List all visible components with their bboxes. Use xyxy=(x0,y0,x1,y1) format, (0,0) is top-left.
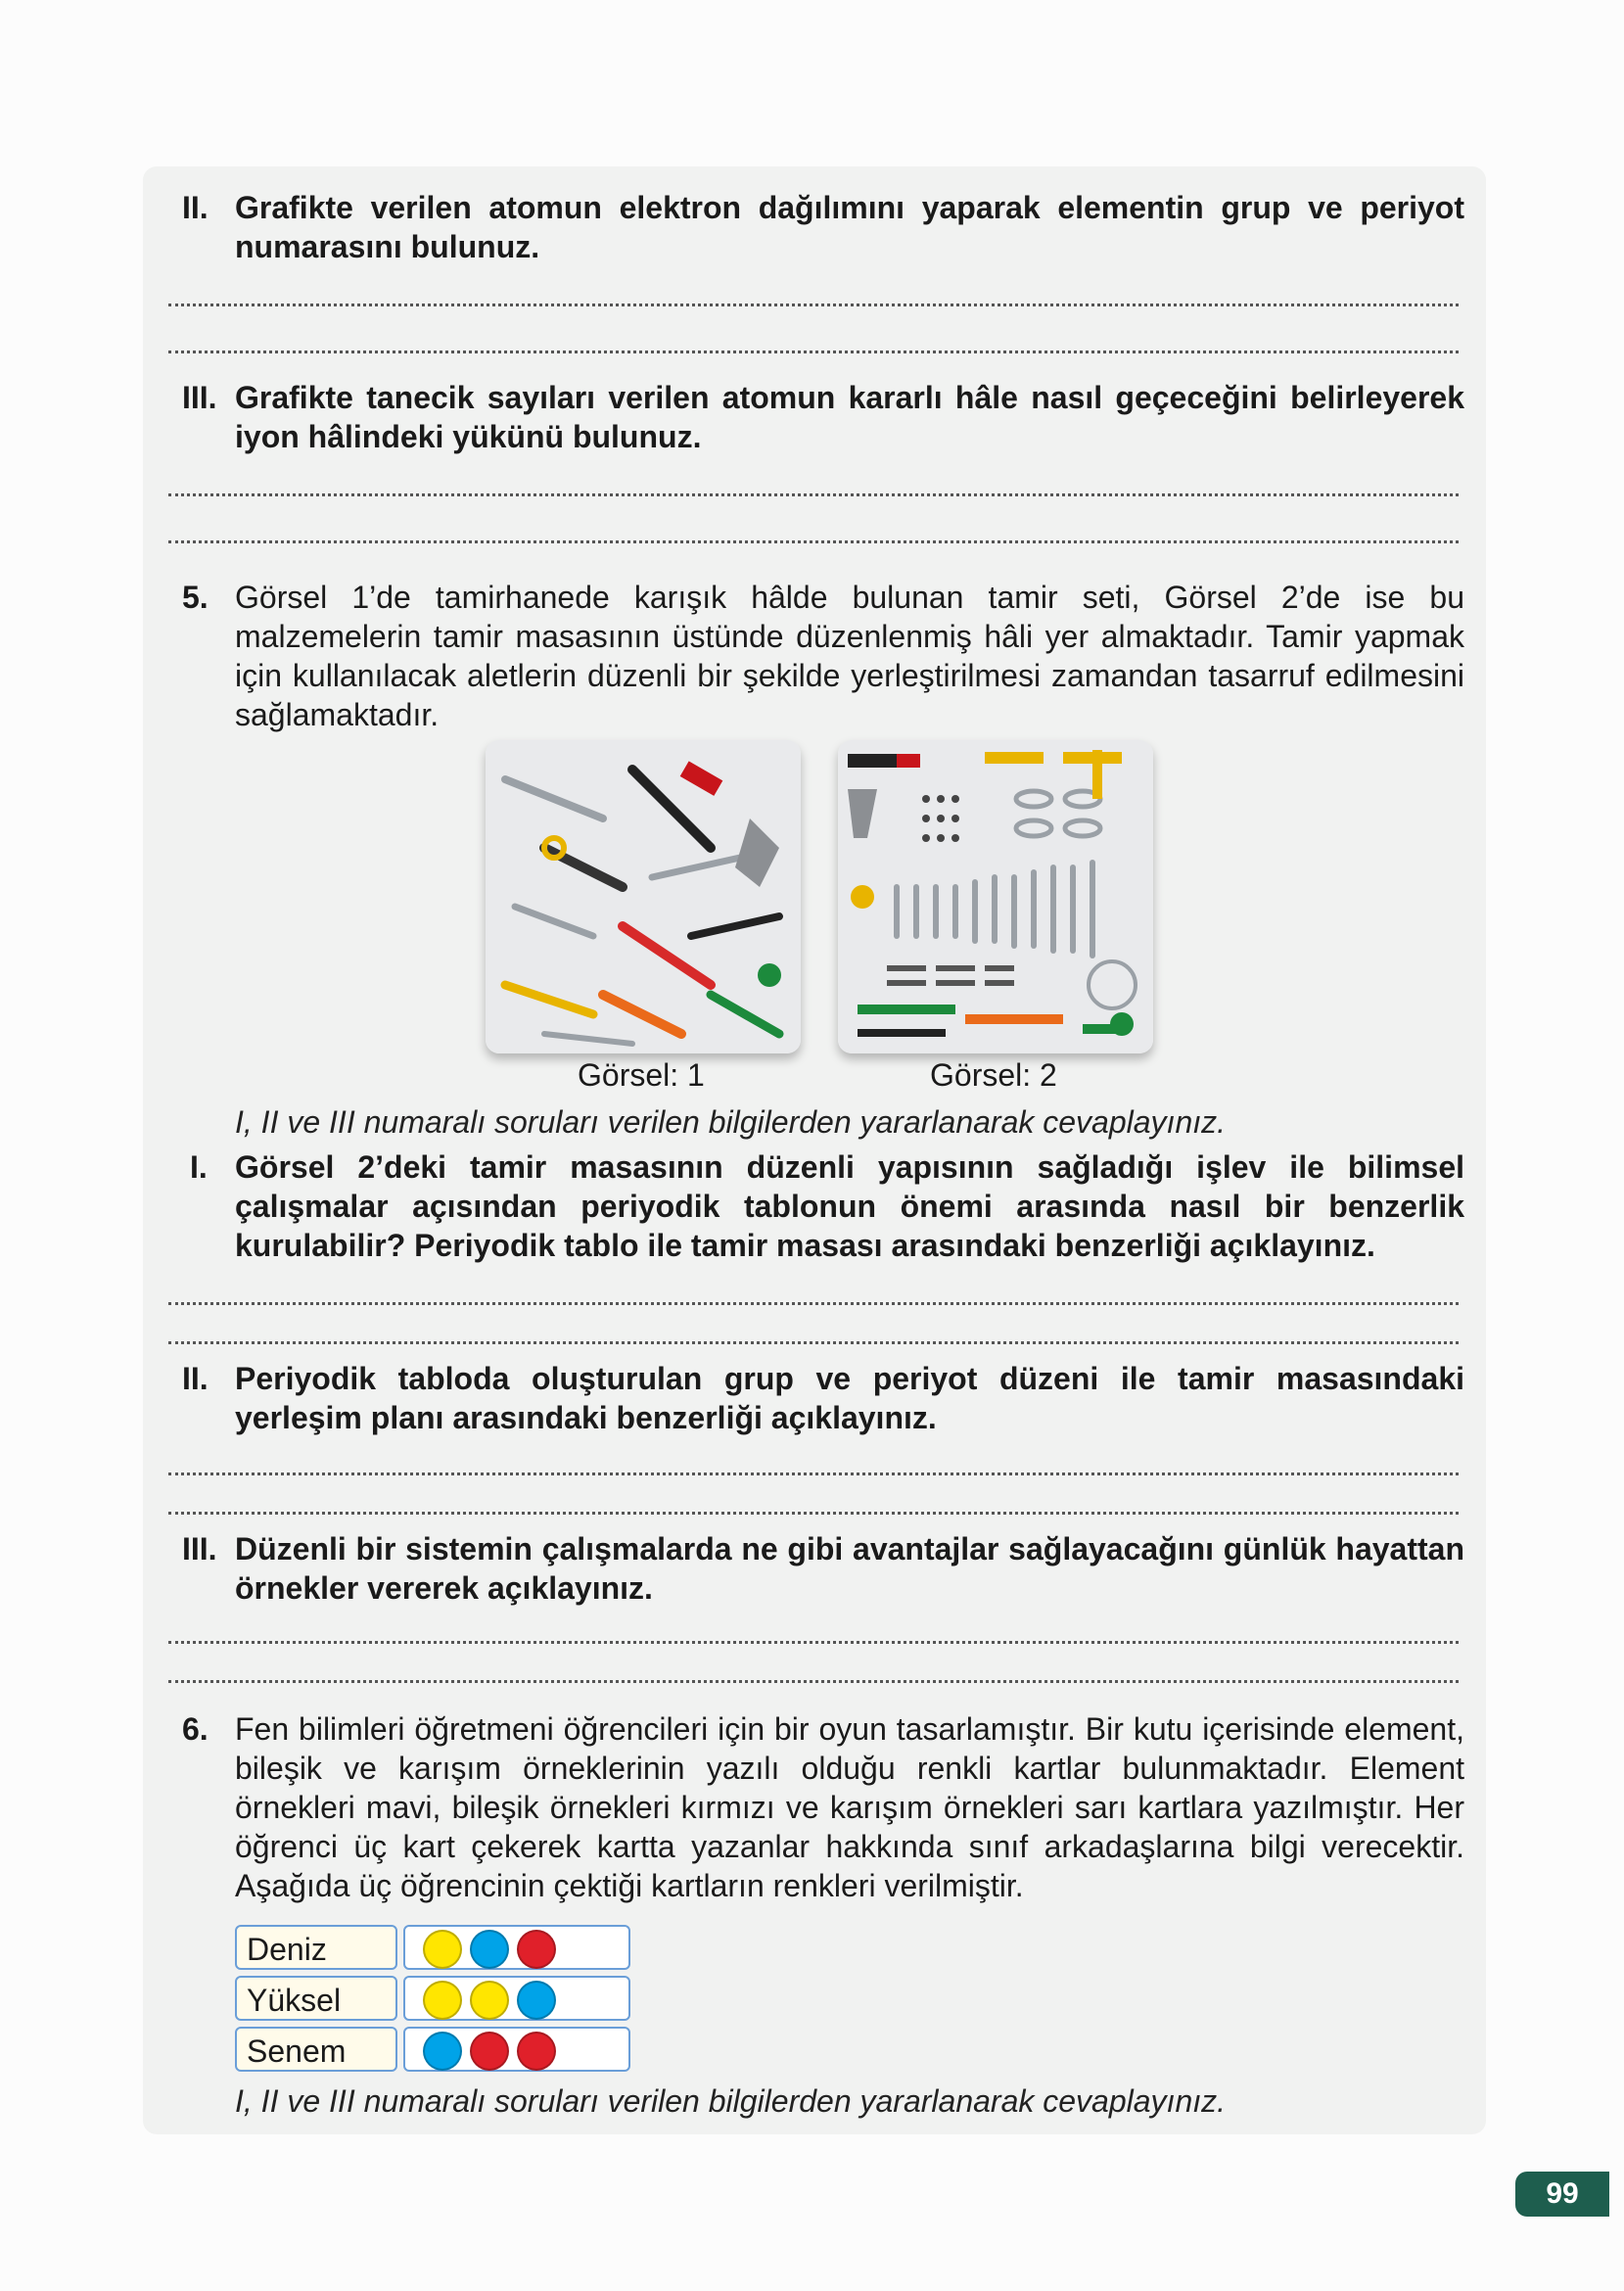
question-text: Görsel 2’deki tamir masasının düzenli yapısının sağladığı işlev ile bilimsel çalışmalar açısından periyodik tablonun önemi arasında nasıl bir benzerlik kurulabilir? Periyodik tablo ile tamir masası arasındaki benzerliği açıklayınız. xyxy=(235,1149,1464,1263)
question-number: I. xyxy=(190,1149,208,1185)
answer-line xyxy=(168,490,1459,496)
card-row xyxy=(403,1976,630,2021)
card-dot xyxy=(517,2032,556,2071)
instruction-text: I, II ve III numaralı soruları verilen bilgilerden yararlanarak cevaplayınız. xyxy=(235,2083,1227,2119)
card-dot xyxy=(470,2032,509,2071)
card-row xyxy=(403,2027,630,2072)
question-5-I xyxy=(182,1147,1464,1265)
student-name: Deniz xyxy=(235,1925,397,1970)
question-5-III xyxy=(182,1529,1464,1608)
question-number: 5. xyxy=(182,580,209,615)
answer-line xyxy=(168,1298,1459,1305)
question-text: Grafikte verilen atomun elektron dağılımını yaparak elementin grup ve periyot numarasını bulunuz. xyxy=(235,190,1464,264)
image-2-caption: Görsel: 2 xyxy=(930,1057,1057,1093)
card-dot xyxy=(470,1981,509,2020)
question-number: III. xyxy=(182,380,217,415)
question-number: II. xyxy=(182,1361,209,1396)
card-dot xyxy=(470,1930,509,1969)
answer-line xyxy=(168,537,1459,543)
question-text: Görsel 1’de tamirhanede karışık hâlde bulunan tamir seti, Görsel 2’de ise bu malzemelerin tamir masasının üstünde düzenlenmiş hâli yer almaktadır. Tamir yapmak için kullanılacak aletlerin düzenli bir şekilde yerleştirilmesi zamandan tasarruf edilmesini sağlamaktadır. xyxy=(235,580,1464,732)
question-number: III. xyxy=(182,1531,217,1566)
card-row xyxy=(403,1925,630,1970)
answer-line xyxy=(168,1676,1459,1683)
image-organized-tools xyxy=(838,740,1153,1053)
page-number: 99 xyxy=(1515,2172,1609,2217)
card-dot xyxy=(423,2032,462,2071)
question-text: Fen bilimleri öğretmeni öğrencileri için bir oyun tasarlamıştır. Bir kutu içerisinde element, bileşik ve karışım örneklerinin yazılı olduğu renkli kartlar bulunmaktadır. Element örnekleri mavi, bileşik örnekleri kırmızı ve karışım örnekleri sarı kartlara yazılmıştır. Her öğrenci üç kart çekerek kartta yazanlar hakkında sınıf arkadaşlarına bilgi verecektir. Aşağıda üç öğrencinin çektiği kartların renkleri verilmiştir. xyxy=(235,1711,1464,1903)
instruction-text: I, II ve III numaralı soruları verilen bilgilerden yararlanarak cevaplayınız. xyxy=(235,1104,1227,1140)
question-number: II. xyxy=(182,190,209,225)
question-text: Grafikte tanecik sayıları verilen atomun kararlı hâle nasıl geçeceğini belirleyerek iyon hâlindeki yükünü bulunuz. xyxy=(235,380,1464,454)
answer-line xyxy=(168,347,1459,353)
question-text: Düzenli bir sistemin çalışmalarda ne gibi avantajlar sağlayacağını günlük hayattan örnekler vererek açıklayınız. xyxy=(235,1531,1464,1606)
card-dot xyxy=(423,1930,462,1969)
answer-line xyxy=(168,1469,1459,1475)
question-4-II xyxy=(182,188,1464,266)
card-dot xyxy=(517,1981,556,2020)
question-5-II xyxy=(182,1359,1464,1437)
image-1-caption: Görsel: 1 xyxy=(578,1057,705,1093)
card-dot xyxy=(517,1930,556,1969)
question-4-III xyxy=(182,378,1464,456)
answer-line xyxy=(168,300,1459,306)
question-5 xyxy=(182,578,1464,734)
student-name: Yüksel xyxy=(235,1976,397,2021)
image-messy-tools xyxy=(486,740,801,1053)
answer-line xyxy=(168,1637,1459,1644)
question-number: 6. xyxy=(182,1711,209,1747)
student-name: Senem xyxy=(235,2027,397,2072)
answer-line xyxy=(168,1337,1459,1344)
question-6 xyxy=(182,1709,1464,1905)
answer-line xyxy=(168,1508,1459,1515)
question-text: Periyodik tabloda oluşturulan grup ve periyot düzeni ile tamir masasındaki yerleşim planı arasındaki benzerliği açıklayınız. xyxy=(235,1361,1464,1435)
card-dot xyxy=(423,1981,462,2020)
